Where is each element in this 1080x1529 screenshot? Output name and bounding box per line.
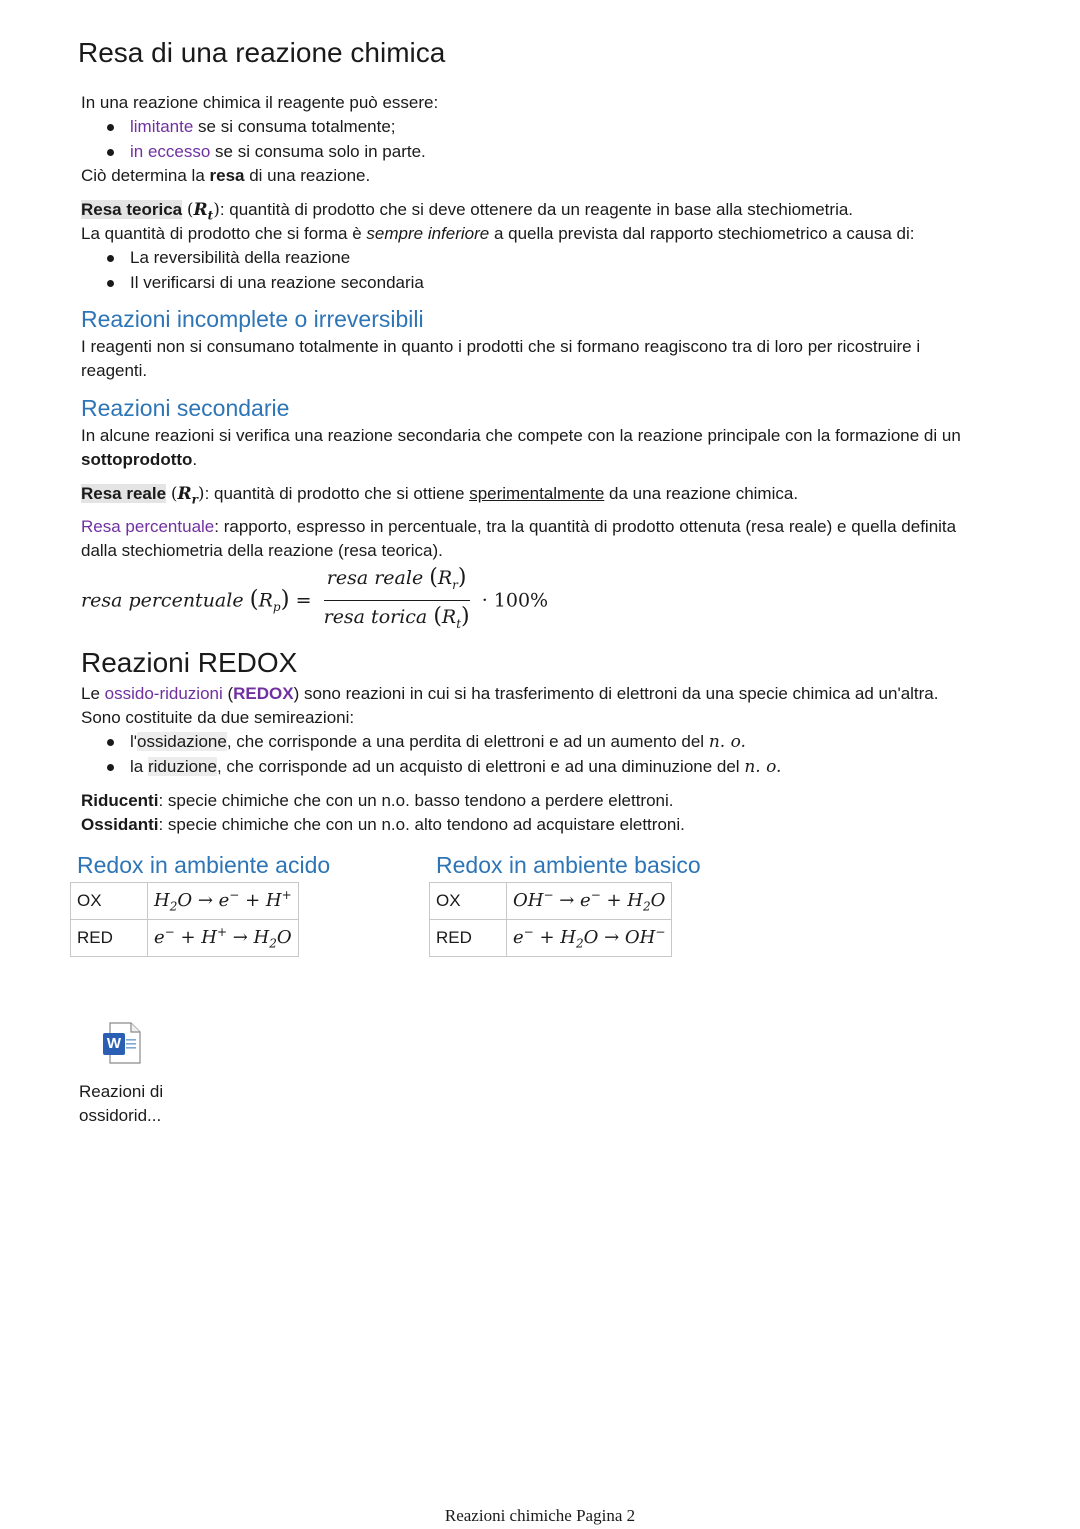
- symbol: R: [193, 200, 208, 220]
- term-resa: resa: [209, 166, 245, 185]
- semireazioni-list: [81, 730, 781, 779]
- paragraph-line: In alcune reazioni si verifica una reazione secondaria che compete con la reazione principale con la formazione di un: [81, 426, 961, 445]
- list-item: Il verificarsi di una reazione secondaria: [81, 271, 424, 296]
- paragraph-line: [81, 448, 197, 473]
- equation-cell: $e^- + H^+ \to H_2O$: [148, 920, 299, 957]
- table-row: [71, 920, 299, 957]
- list-item: [81, 140, 426, 165]
- symbol: R: [437, 567, 453, 589]
- resa-teorica-definition: Resa teorica $(R_t)$: quantità di prodotto che si deve ottenere da un reagente in base alla stechiometria.: [81, 200, 854, 223]
- text: la: [130, 756, 148, 776]
- heading-redox-basico: Redox in ambiente basico: [436, 852, 701, 878]
- text: Le: [81, 684, 105, 703]
- ossidanti-definition: [81, 813, 685, 838]
- text: : quantità di prodotto che si ottiene: [204, 484, 470, 503]
- page-title: Resa di una reazione chimica: [78, 37, 446, 68]
- list-item: [81, 730, 781, 755]
- table-row: [430, 883, 672, 920]
- text: : specie chimiche che con un n.o. basso tendono a perdere elettroni.: [158, 791, 674, 810]
- paragraph-line: reagenti.: [81, 361, 148, 380]
- riducenti-definition: [81, 789, 674, 814]
- paragraph-line: Sono costituite da due semireazioni:: [81, 708, 355, 727]
- denominator: resa torica $(R_t)$: [323, 604, 470, 632]
- term-resa-percentuale: Resa percentuale: [81, 517, 215, 536]
- term-riducenti: Riducenti: [81, 791, 159, 810]
- list-item-text: se si consuma solo in parte.: [210, 141, 426, 161]
- text: La quantità di prodotto che si forma è: [81, 224, 367, 243]
- symbol-sub: r: [191, 492, 198, 507]
- resa-percentuale-definition: [81, 515, 956, 540]
- symbol-sub: t: [207, 208, 214, 223]
- text: resa reale: [326, 567, 424, 589]
- math-no: n. o.: [708, 732, 746, 752]
- list-item: La reversibilità della reazione: [81, 246, 424, 271]
- symbol: R: [258, 589, 273, 612]
- term-in-eccesso: in eccesso: [130, 141, 211, 161]
- emphasis: sempre inferiore: [366, 224, 490, 243]
- redox-acido-table: [70, 882, 299, 957]
- word-icon-letter: W: [106, 1035, 122, 1052]
- word-document-icon[interactable]: [100, 1020, 144, 1066]
- heading-redox-acido: Redox in ambiente acido: [77, 852, 331, 878]
- symbol-sub: r: [452, 577, 458, 592]
- resa-percentuale-formula: resa percentuale $(R_p)$ = $\frac{resa reale (R_r)}{resa torica (R_t)}$ · 100%: [81, 566, 548, 637]
- equation-cell: $H_2O \to e^- + H^+$: [148, 883, 299, 920]
- table-cell: OX: [430, 883, 507, 920]
- symbol: R: [441, 606, 457, 629]
- text: di una reazione.: [244, 166, 371, 185]
- table-row: [430, 920, 672, 957]
- equation-cell: $OH^- \to e^- + H_2O$: [507, 883, 672, 920]
- paragraph-line: I reagenti non si consumano totalmente in quanto i prodotti che si formano reagiscono tra di loro per ricostruire i: [81, 337, 921, 356]
- term-sottoprodotto: sottoprodotto: [81, 450, 193, 469]
- redox-basico-table: [429, 882, 672, 957]
- fraction: [324, 566, 470, 637]
- resa-line: [81, 164, 370, 189]
- paragraph-line: dalla stechiometria della reazione (resa teorica).: [81, 541, 443, 560]
- math-no: n. o.: [744, 756, 782, 777]
- text: a quella prevista dal rapporto stechiometrico a causa di:: [489, 224, 915, 243]
- table-cell: RED: [430, 920, 507, 957]
- definition-text: : quantità di prodotto che si deve ottenere da un reagente in base alla stechiometria.: [219, 200, 854, 219]
- term-redox: REDOX: [233, 684, 294, 703]
- attachment-label-line2[interactable]: ossidorid...: [79, 1106, 162, 1125]
- attachment-label-line1[interactable]: Reazioni di: [79, 1082, 164, 1101]
- formula-factor: · 100%: [481, 589, 549, 612]
- list-item-text: se si consuma totalmente;: [193, 117, 396, 136]
- resa-reale-definition: Resa reale $(R_r)$: quantità di prodotto che si ottiene sperimentalmente da una reazione chimica.: [81, 484, 799, 507]
- symbol: R: [177, 484, 192, 504]
- numerator: resa reale $(R_r)$: [324, 566, 470, 601]
- heading-reazioni-redox: Reazioni REDOX: [81, 647, 298, 678]
- term-limitante: limitante: [130, 117, 194, 136]
- equation-cell: $e^- + H_2O \to OH^-$: [507, 920, 672, 957]
- term-ossido-riduzioni: ossido-riduzioni: [104, 684, 223, 703]
- text: ) sono reazioni in cui si ha trasferimento di elettroni da una specie chimica ad un'altra.: [293, 684, 939, 703]
- intro-text: In una reazione chimica il reagente può essere:: [81, 93, 439, 112]
- cause-list: [81, 246, 424, 295]
- text: .: [192, 450, 198, 469]
- term-ossidazione: ossidazione: [137, 732, 227, 751]
- reagent-list: [81, 115, 426, 164]
- table-row: [71, 883, 299, 920]
- term-riduzione: riduzione: [147, 756, 217, 776]
- symbol-sub: p: [272, 600, 281, 615]
- text: , che corrisponde a una perdita di elettroni e ad un aumento del: [226, 732, 709, 751]
- quantity-line: [81, 222, 914, 247]
- text: da una reazione chimica.: [604, 484, 799, 503]
- text: l': [130, 732, 138, 751]
- heading-reazioni-incomplete: Reazioni incomplete o irreversibili: [81, 306, 424, 332]
- term-ossidanti: Ossidanti: [81, 815, 159, 834]
- table-cell: RED: [71, 920, 148, 957]
- text: , che corrisponde ad un acquisto di elettroni e ad una diminuzione del: [216, 756, 745, 776]
- page-footer: Reazioni chimiche Pagina 2: [444, 1506, 636, 1525]
- symbol-sub: t: [456, 617, 462, 632]
- list-item: [81, 115, 426, 140]
- heading-reazioni-secondarie: Reazioni secondarie: [81, 395, 290, 421]
- text: : specie chimiche che con un n.o. alto tendono ad acquistare elettroni.: [158, 815, 685, 834]
- formula-lhs: resa percentuale: [81, 589, 244, 612]
- term-resa-reale: Resa reale: [81, 484, 167, 503]
- list-item: [81, 755, 781, 780]
- text: (: [222, 684, 234, 703]
- term-resa-teorica: Resa teorica: [81, 200, 183, 219]
- text: resa torica: [323, 606, 428, 629]
- text: : rapporto, espresso in percentuale, tra la quantità di prodotto ottenuta (resa reale) e quella definita: [214, 517, 957, 536]
- table-cell: OX: [71, 883, 148, 920]
- text: Ciò determina la: [81, 166, 210, 185]
- underlined-term: sperimentalmente: [469, 484, 605, 503]
- redox-intro: [81, 682, 939, 707]
